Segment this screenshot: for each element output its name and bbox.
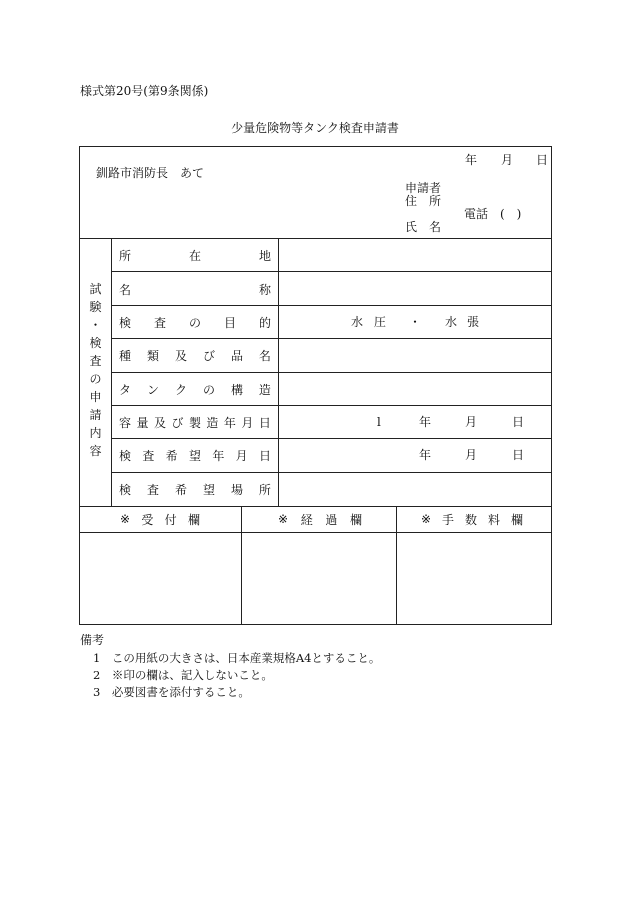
field-location[interactable] [279, 239, 551, 271]
progress-header: ※ 経 過 欄 [278, 512, 362, 527]
notes-title: 備考 [80, 633, 105, 647]
section-label-vertical: 試 験 ・ 検 査 の 申 請 内 容 [89, 282, 102, 458]
purpose-fill: 張 [467, 315, 480, 329]
applicant-label: 申請者 [405, 181, 442, 195]
field-structure[interactable] [279, 373, 551, 405]
row-label-desired-place: 検 査 希 望 場 所 [119, 482, 271, 497]
row-label-name: 名 称 [119, 282, 271, 297]
field-type[interactable] [279, 339, 551, 372]
purpose-water-2: 水 [445, 315, 458, 329]
row-label-structure: タ ン ク の 構 造 [119, 382, 271, 397]
row-label-purpose: 検 査 の 目 的 [119, 315, 271, 330]
note-item: 2 ※印の欄は、記入しないこと。 [93, 668, 273, 682]
date-day: 日 [536, 153, 549, 167]
row-label-desired-date: 検 査 希 望 年 月 日 [119, 448, 271, 463]
capacity-unit: l [377, 415, 381, 429]
field-name[interactable] [279, 272, 551, 305]
note-item: 1 この用紙の大きさは、日本産業規格A4とすること。 [93, 651, 381, 665]
capacity-day: 日 [512, 415, 525, 429]
row-label-location: 所 在 地 [119, 248, 271, 263]
form-title: 少量危険物等タンク検査申請書 [231, 121, 399, 135]
address-label: 住 所 [405, 194, 442, 208]
purpose-pressure: 圧 [374, 315, 387, 329]
capacity-year: 年 [419, 415, 432, 429]
name-label: 氏 名 [405, 220, 442, 234]
desired-year: 年 [419, 448, 432, 462]
fee-header: ※ 手 数 料 欄 [421, 512, 523, 527]
note-item: 3 必要図書を添付すること。 [93, 685, 250, 699]
addressee: 釧路市消防長 あて [96, 166, 205, 180]
desired-month: 月 [465, 448, 478, 462]
row-label-type: 種 類 及 び 品 名 [119, 348, 271, 363]
date-month: 月 [501, 153, 514, 167]
phone-label: 電話 ( ) [464, 207, 522, 221]
purpose-separator: ・ [409, 315, 422, 329]
capacity-month: 月 [465, 415, 478, 429]
purpose-water: 水 [351, 315, 364, 329]
field-desired-place[interactable] [279, 473, 551, 506]
form-number: 様式第20号(第9条関係) [80, 84, 209, 98]
row-label-capacity: 容 量 及 び 製 造 年 月 日 [119, 415, 271, 430]
date-year: 年 [465, 153, 478, 167]
reception-header: ※ 受 付 欄 [120, 512, 200, 527]
desired-day: 日 [512, 448, 525, 462]
